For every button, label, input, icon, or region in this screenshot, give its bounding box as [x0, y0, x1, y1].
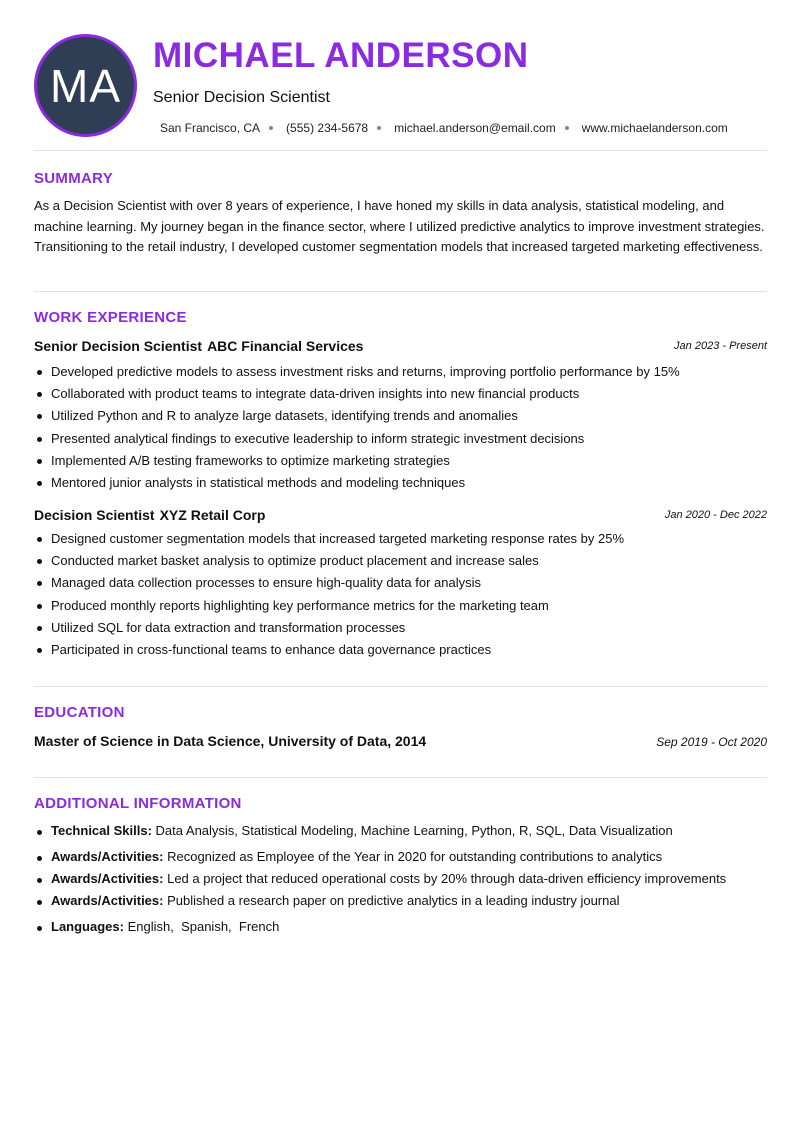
additional-info-heading: ADDITIONAL INFORMATION — [34, 795, 242, 812]
item-value: English, Spanish, French — [127, 919, 280, 934]
avatar-initials: MA — [50, 59, 121, 112]
education-dates: Sep 2019 - Oct 2020 — [656, 735, 767, 749]
list-item — [34, 919, 279, 934]
item-label: Awards/Activities: — [51, 893, 164, 908]
list-item: Presented analytical findings to executive leadership to inform strategic investment decisions — [34, 428, 767, 450]
contact-website[interactable]: www.michaelanderson.com — [581, 121, 728, 135]
job-dates: Jan 2020 - Dec 2022 — [664, 509, 767, 521]
item-value: Data Analysis, Statistical Modeling, Machine Learning, Python, R, SQL, Data Visualization — [155, 823, 673, 838]
list-item: Utilized SQL for data extraction and transformation processes — [34, 617, 767, 639]
candidate-name: MICHAEL ANDERSON — [153, 36, 529, 75]
job-dates: Jan 2023 - Present — [674, 340, 767, 352]
list-item: Collaborated with product teams to integrate data-driven insights into new financial products — [34, 383, 767, 405]
list-item: Conducted market basket analysis to optimize product placement and increase sales — [34, 550, 767, 572]
separator-dot — [269, 126, 273, 130]
summary-text: As a Decision Scientist with over 8 years of experience, I have honed my skills in data analysis, statistical modeling, and machine learning. My journey began in the finance sector, where I utilized predictive analytics to improve investment strategies. Transitioning to the retail industry, I developed customer segmentation models that increased targeted marketing effectiveness. — [34, 198, 765, 254]
job-header — [34, 338, 767, 356]
job-header — [34, 507, 767, 525]
item-value: Published a research paper on predictive analytics in a leading industry journal — [167, 893, 620, 908]
contact-phone: (555) 234-5678 — [286, 121, 369, 135]
item-label: Languages: — [51, 919, 124, 934]
item-label: Awards/Activities: — [51, 871, 164, 886]
divider — [34, 777, 767, 778]
divider — [34, 150, 767, 151]
education-entry — [34, 733, 767, 751]
item-value: Recognized as Employee of the Year in 2020 for outstanding contributions to analytics — [167, 849, 663, 864]
divider — [34, 686, 767, 687]
separator-dot — [377, 126, 381, 130]
education-heading: EDUCATION — [34, 704, 125, 721]
job-bullets — [34, 528, 767, 661]
item-label: Awards/Activities: — [51, 849, 164, 864]
item-label: Technical Skills: — [51, 823, 152, 838]
list-item: Managed data collection processes to ensure high-quality data for analysis — [34, 572, 767, 594]
item-value: Led a project that reduced operational costs by 20% through data-driven efficiency improvements — [167, 871, 727, 886]
job-company: XYZ Retail Corp — [159, 507, 266, 523]
contact-location: San Francisco, CA — [160, 121, 261, 135]
summary-heading: SUMMARY — [34, 170, 114, 187]
job-title: Senior Decision Scientist — [153, 89, 330, 106]
list-item: Utilized Python and R to analyze large datasets, identifying trends and anomalies — [34, 405, 767, 427]
job-position: Senior Decision Scientist — [34, 338, 203, 354]
job-position: Decision Scientist — [34, 507, 155, 523]
divider — [34, 291, 767, 292]
list-item — [34, 849, 662, 864]
resume-header — [34, 34, 767, 138]
job-company: ABC Financial Services — [207, 338, 364, 354]
list-item: Designed customer segmentation models that increased targeted marketing response rates by 25% — [34, 528, 767, 550]
list-item: Mentored junior analysts in statistical methods and modeling techniques — [34, 472, 767, 494]
work-experience-heading: WORK EXPERIENCE — [34, 309, 187, 326]
list-item: Participated in cross-functional teams to enhance data governance practices — [34, 639, 767, 661]
list-item — [34, 893, 619, 908]
list-item: Developed predictive models to assess investment risks and returns, improving portfolio performance by 15% — [34, 361, 767, 383]
list-item — [34, 871, 726, 886]
list-item: Implemented A/B testing frameworks to optimize marketing strategies — [34, 450, 767, 472]
contact-email[interactable]: michael.anderson@email.com — [394, 121, 556, 135]
job-bullets — [34, 361, 767, 494]
list-item — [34, 823, 673, 838]
contact-info — [160, 121, 728, 135]
avatar — [34, 34, 137, 137]
separator-dot — [565, 126, 569, 130]
degree-title: Master of Science in Data Science, University of Data, 2014 — [34, 733, 427, 749]
list-item: Produced monthly reports highlighting key performance metrics for the marketing team — [34, 595, 767, 617]
